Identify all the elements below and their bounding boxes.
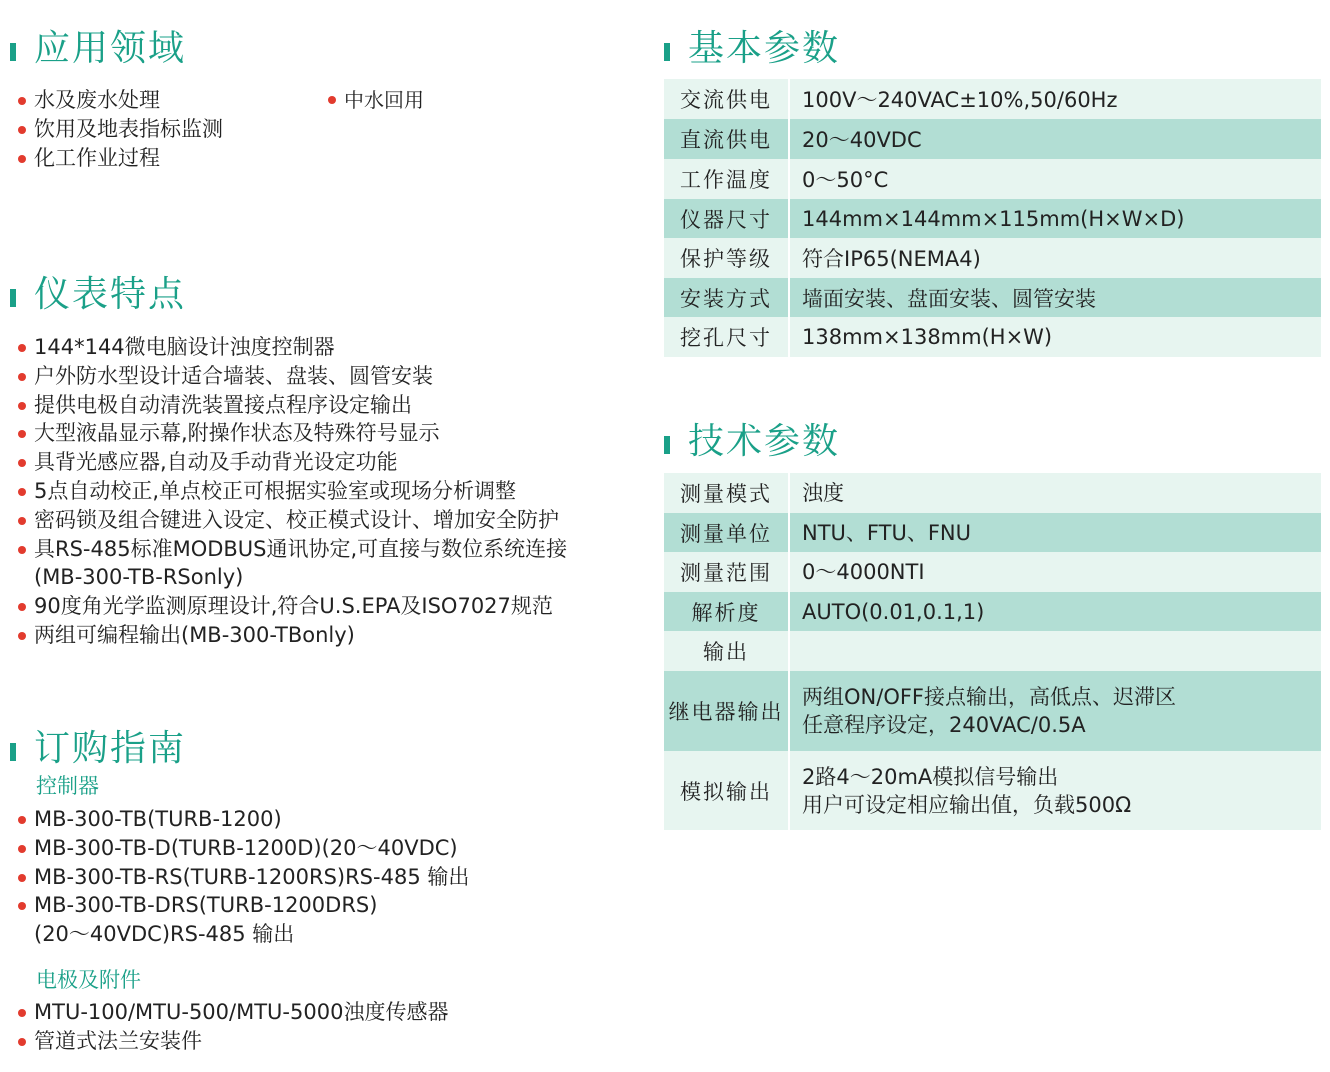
- list-item-continuation: (MB-300-TB-RSonly): [34, 565, 244, 590]
- param-value-line: NTU、FTU、FNU: [802, 520, 971, 545]
- list-item: 管道式法兰安装件: [0, 1027, 448, 1056]
- basic-params-table: [664, 79, 1321, 357]
- list-item: MB-300-TB-RS(TURB-1200RS)RS-485 输出: [0, 863, 469, 892]
- list-item-label: 中水回用: [344, 88, 424, 112]
- list-item: 90度角光学监测原理设计,符合U.S.EPA及ISO7027规范: [0, 592, 567, 621]
- list-item: 饮用及地表指标监测: [0, 115, 223, 144]
- controller-list: [0, 805, 469, 949]
- table-row: [664, 79, 1321, 119]
- param-label: 输出: [664, 631, 789, 671]
- param-value-line: AUTO(0.01,0.1,1): [802, 599, 985, 624]
- list-item: 户外防水型设计适合墙装、盘装、圆管安装: [0, 362, 567, 391]
- list-item: 大型液晶显示幕,附操作状态及特殊符号显示: [0, 419, 567, 448]
- param-label: 交流供电: [664, 79, 789, 119]
- param-value: [789, 552, 1321, 592]
- table-row: [664, 552, 1321, 592]
- table-row: [664, 278, 1321, 317]
- table-row: [664, 159, 1321, 199]
- basic-params-heading: [664, 20, 840, 71]
- param-label: 测量模式: [664, 473, 789, 513]
- param-label: 挖孔尺寸: [664, 317, 789, 357]
- features-heading: [10, 266, 186, 317]
- table-row: [664, 317, 1321, 357]
- table-row: [664, 631, 1321, 671]
- heading-marker: [10, 743, 16, 761]
- param-value: [789, 473, 1321, 513]
- list-item: 144*144微电脑设计浊度控制器: [0, 333, 567, 362]
- param-label: 保护等级: [664, 238, 789, 278]
- table-row: [664, 473, 1321, 513]
- param-label: 工作温度: [664, 159, 789, 199]
- param-value-line: 用户可设定相应输出值，负载500Ω: [802, 792, 1132, 817]
- param-value: 符合IP65(NEMA4): [789, 238, 1321, 278]
- list-item: MB-300-TB-D(TURB-1200D)(20～40VDC): [0, 834, 469, 863]
- list-item: 两组可编程输出(MB-300-TBonly): [0, 621, 567, 650]
- ordering-heading: [10, 720, 186, 771]
- table-row: [664, 751, 1321, 830]
- param-value-line: 0～4000NTI: [802, 560, 925, 584]
- heading-marker: [10, 43, 16, 61]
- param-value: [789, 592, 1321, 631]
- list-item: 5点自动校正,单点校正可根据实验室或现场分析调整: [0, 477, 567, 506]
- param-value: 20～40VDC: [789, 119, 1321, 159]
- param-label: 测量范围: [664, 552, 789, 592]
- basic-params-title: 基本参数: [688, 28, 841, 69]
- heading-marker: [664, 436, 670, 454]
- applications-heading: [10, 20, 186, 71]
- ordering-title: 订购指南: [34, 728, 187, 769]
- param-value: 138mm×138mm(H×W): [789, 317, 1321, 357]
- table-row: [664, 199, 1321, 238]
- table-row: [664, 119, 1321, 159]
- features-list: [0, 333, 567, 650]
- param-label: 仪器尺寸: [664, 199, 789, 238]
- list-item: 具RS-485标准MODBUS通讯协定,可直接与数位系统连接: [0, 535, 567, 564]
- param-label: 安装方式: [664, 278, 789, 317]
- accessory-subtitle: 电极及附件: [36, 968, 141, 992]
- heading-marker: [10, 289, 16, 307]
- param-label: 继电器输出: [664, 671, 789, 751]
- param-value: [789, 513, 1321, 552]
- param-value: 墙面安装、盘面安装、圆管安装: [789, 278, 1321, 317]
- param-value: [789, 671, 1321, 751]
- param-label: 模拟输出: [664, 751, 789, 830]
- param-value: 144mm×144mm×115mm(H×W×D): [789, 199, 1321, 238]
- table-row: [664, 671, 1321, 751]
- applications-list: [0, 86, 223, 172]
- bullet-dot: [328, 96, 336, 104]
- list-item-continuation: (20～40VDC)RS-485 输出: [34, 922, 295, 947]
- param-label: 测量单位: [664, 513, 789, 552]
- controller-subtitle: 控制器: [36, 774, 99, 798]
- list-item: MB-300-TB(TURB-1200): [0, 805, 469, 834]
- list-item: 水及废水处理: [0, 86, 223, 115]
- tech-params-table: [664, 473, 1321, 830]
- param-value: [789, 631, 1321, 671]
- list-item: 具背光感应器,自动及手动背光设定功能: [0, 448, 567, 477]
- table-row: [664, 592, 1321, 631]
- param-value-line: 浊度: [802, 481, 844, 505]
- tech-params-heading: [664, 413, 840, 464]
- param-value: 100V～240VAC±10%,50/60Hz: [789, 79, 1321, 119]
- param-value-line: 2路4～20mA模拟信号输出: [802, 764, 1059, 789]
- list-item: 密码锁及组合键进入设定、校正模式设计、增加安全防护: [0, 506, 567, 535]
- param-label: 解析度: [664, 592, 789, 631]
- param-value-line: 任意程序设定，240VAC/0.5A: [802, 713, 1086, 737]
- features-title: 仪表特点: [34, 274, 187, 315]
- param-value-line: 两组ON/OFF接点输出，高低点、迟滞区: [802, 685, 1176, 709]
- list-item: 提供电极自动清洗装置接点程序设定输出: [0, 391, 567, 420]
- param-value: [789, 751, 1321, 830]
- list-item: 化工作业过程: [0, 144, 223, 173]
- table-row: [664, 513, 1321, 552]
- heading-marker: [664, 43, 670, 61]
- tech-params-title: 技术参数: [688, 421, 841, 462]
- table-row: [664, 238, 1321, 278]
- applications-extra-item: [328, 86, 424, 114]
- applications-title: 应用领域: [34, 28, 187, 69]
- accessory-list: [0, 998, 448, 1056]
- param-label: 直流供电: [664, 119, 789, 159]
- param-value: 0～50°C: [789, 159, 1321, 199]
- list-item: MB-300-TB-DRS(TURB-1200DRS): [0, 891, 469, 920]
- list-item: MTU-100/MTU-500/MTU-5000浊度传感器: [0, 998, 448, 1027]
